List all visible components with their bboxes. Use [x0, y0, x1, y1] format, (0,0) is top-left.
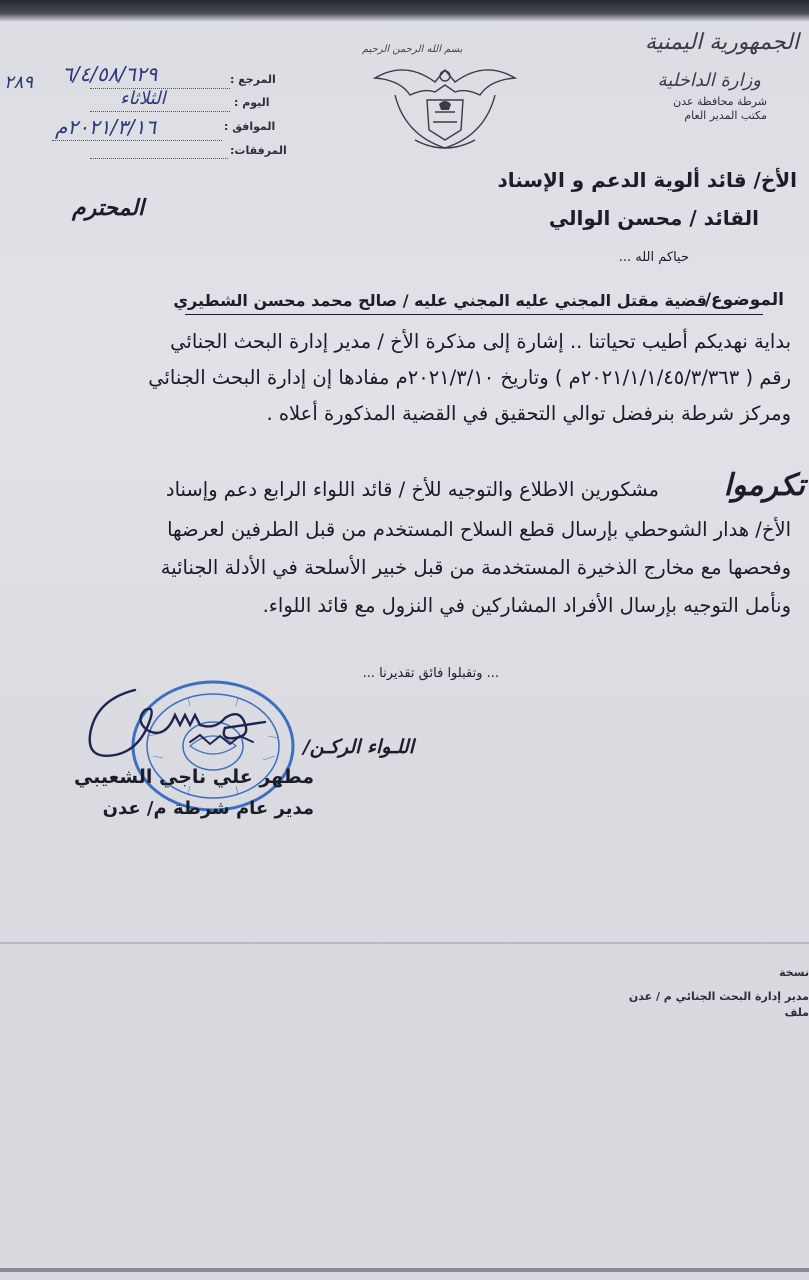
closing: ... وتقبلوا فائق تقديرنا ...	[362, 666, 499, 681]
bottom-edge	[0, 1268, 809, 1272]
date-value: ٢٠٢١/٣/١٦م	[55, 115, 157, 139]
subject-underline	[185, 314, 763, 315]
header-police: شرطة محافظة عدن	[673, 95, 767, 108]
header-ministry: وزارة الداخلية	[657, 70, 761, 91]
header-office: مكتب المدير العام	[684, 109, 767, 122]
paragraph1-line1: بداية نهديكم أطيب تحياتنا .. إشارة إلى مذكرة الأخ / مدير إدارة البحث الجنائي	[170, 330, 791, 353]
signatory-title: مدير عام شرطة م/ عدن	[102, 798, 314, 819]
paragraph2-line4: ونأمل التوجيه بإرسال الأفراد المشاركين في النزول مع قائد اللواء.	[262, 594, 791, 617]
cc-line1: مدير إدارة البحث الجنائي م / عدن	[628, 990, 809, 1003]
yemen-eagle-emblem-icon	[365, 40, 525, 160]
paragraph2-line1: مشكورين الاطلاع والتوجيه للأخ / قائد اللواء الرابع دعم وإسناد	[165, 478, 659, 501]
day-label: اليوم :	[234, 96, 270, 109]
basmala: بسم الله الرحمن الرحيم	[362, 44, 463, 55]
date-label: الموافق :	[224, 120, 276, 133]
attachments-label: المرفقات:	[230, 144, 287, 157]
cc-head: نسخة	[779, 966, 809, 979]
ref-value: ٦/٤/٥٨/٦٢٩	[62, 62, 158, 86]
respected-word: المحترم	[72, 195, 145, 221]
subject-text: قضية مقتل المجني عليه المجني عليه / صالح محمد محسن الشطيري	[173, 291, 707, 310]
greeting: حياكم الله ...	[618, 250, 689, 265]
paragraph1-line3: ومركز شرطة بنرفضل توالي التحقيق في القضية المذكورة أعلاه .	[266, 402, 791, 425]
handwritten-signature-icon	[75, 680, 275, 770]
addressee-line2: القائد / محسن الوالي	[548, 206, 759, 230]
attachments-dotted-line	[90, 158, 228, 159]
paper-fold-line	[0, 942, 809, 944]
ref-label: المرجع :	[230, 73, 276, 86]
date-dotted-line	[52, 140, 222, 141]
request-word: تكرموا	[723, 468, 805, 503]
background-edge	[0, 0, 809, 22]
signatory-name: مطهر علي ناجي الشعيبي	[73, 766, 314, 788]
ref-extra: ٢٨٩	[4, 72, 34, 93]
paragraph1-line2: رقم ( ٢٠٢١/١/١/٤٥/٣/٣٦٣م ) وتاريخ ٢٠٢١/٣/١٠م مفادها إن إدارة البحث الجنائي	[148, 366, 791, 389]
paragraph2-line2: الأخ/ هدار الشوحطي بإرسال قطع السلاح المستخدم من قبل الطرفين لعرضها	[167, 518, 791, 541]
header-country: الجمهورية اليمنية	[644, 30, 799, 55]
day-dotted-line	[90, 111, 230, 112]
addressee-line1: الأخ/ قائد ألوية الدعم و الإسناد	[497, 168, 797, 192]
day-value: الثلاثاء	[120, 88, 166, 109]
subject-label: الموضوع/	[704, 290, 784, 310]
paragraph2-line3: وفحصها مع مخارج الذخيرة المستخدمة من قبل خبير الأسلحة في الأدلة الجنائية	[160, 556, 791, 579]
signatory-rank: اللـواء الركـن/	[302, 736, 414, 758]
cc-line2: ملف	[784, 1006, 809, 1019]
